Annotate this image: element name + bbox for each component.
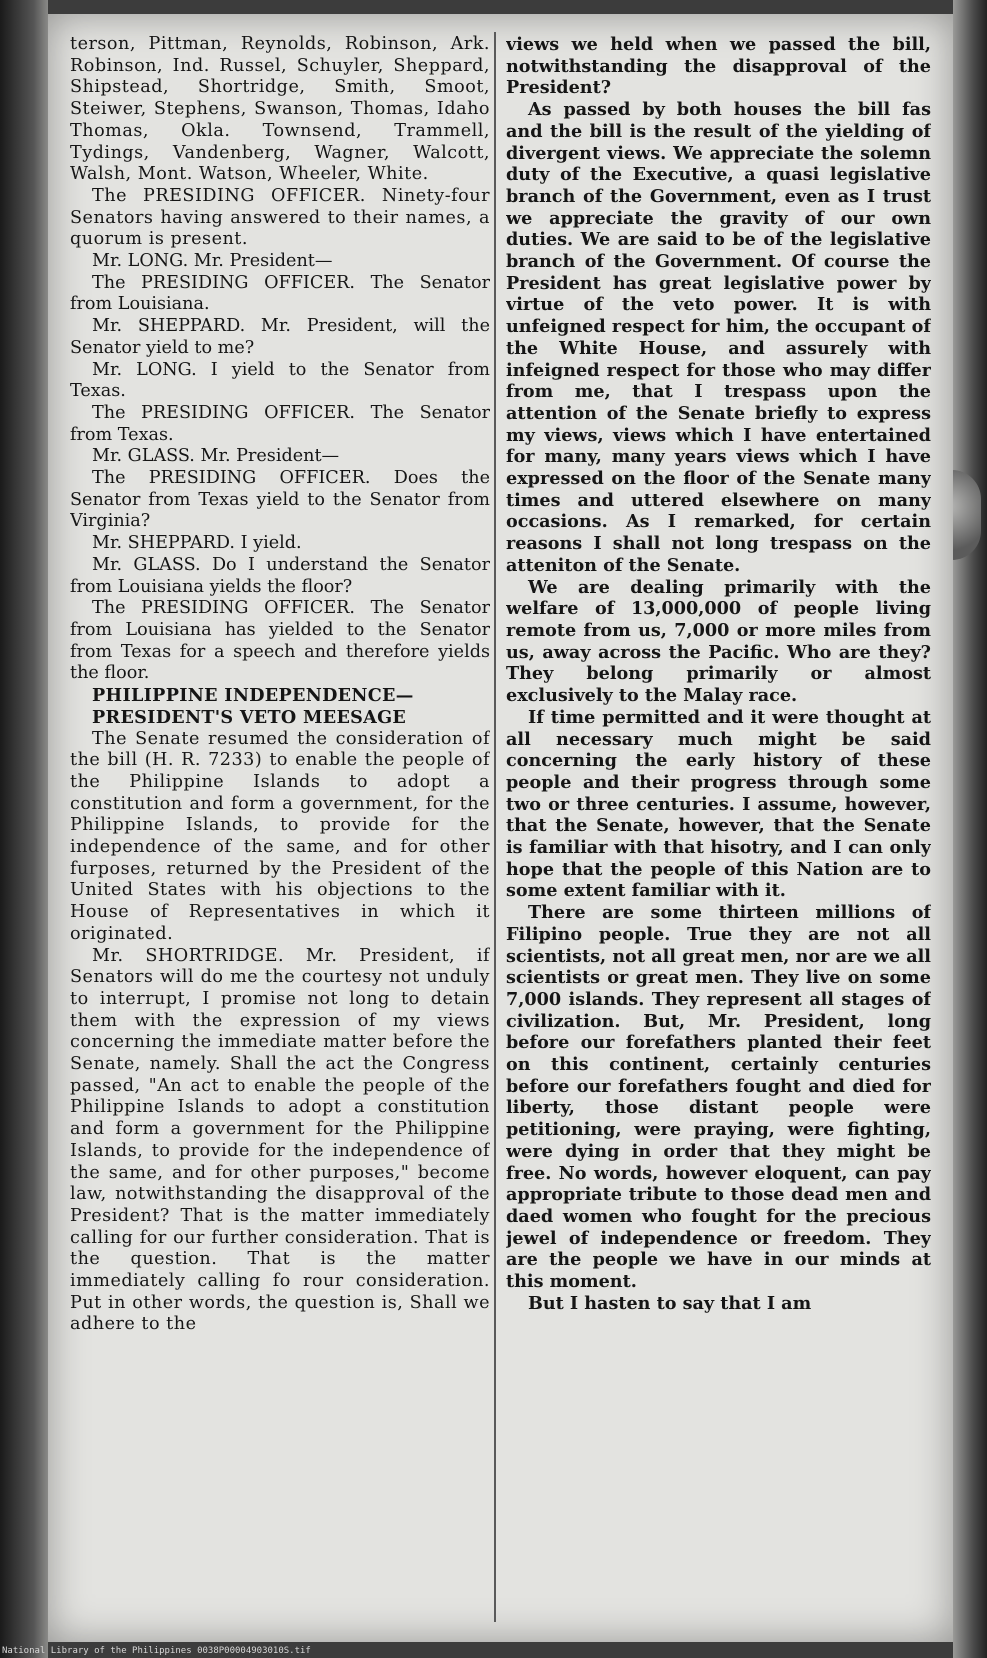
speech-paragraph: As passed by both houses the bill fas and the bill is the result of the yielding of divergent views. We appreciate the solemn duty of the Executive, a quasi legislative branch of the Government, even as I trust we appreciate the gravity of our own duties. We are said to be of the legislative branch of the Government. Of course the President has great legislative power by virtue of the veto power. It is with unfeigned respect for him, the occupant of the White House, and assurely with infeigned respect for those who may differ from me, that I trespass upon the attention of the Senate briefly to express my views, views which I have entertained for many, many years views which I have expressed on the floor of the Senate many times and uttered elsewhere on many occasions. As I remarked, for certain reasons I shall not long trespass on the atteniton of the Senate.: [506, 99, 931, 576]
dialogue-line: The PRESIDING OFFICER. The Senator from Texas.: [70, 402, 490, 445]
dialogue-line: The PRESIDING OFFICER. Does the Senator from Texas yield to the Senator from Virginia?: [70, 468, 490, 532]
speech-paragraph: If time permitted and it were thought at all necessary much might be said concerning the early history of these people and their progress through some two or three centuries. I assume, however, that the Senate, however, that the Senate is familiar with that hisotry, and I can only hope that the people of this Nation are to some extent familiar with it.: [506, 706, 931, 902]
archive-caption: National Library of the Philippines 0038P00004903010S.tif: [2, 1646, 311, 1656]
dialogue-line: Mr. GLASS. Mr. President—: [92, 446, 340, 467]
section-heading-line-2: PRESIDENT'S VETO MEESAGE: [92, 706, 407, 728]
speech-paragraph: We are dealing primarily with the welfare of 13,000,000 of people living remote from us, 7,000 or more miles from us, away across the Pacific. Who are they? They belong primarily or almost exclusively to the Malay race.: [506, 576, 931, 707]
quorum-statement: The PRESIDING OFFICER. Ninety-four Senators having answered to their names, a quorum is present.: [70, 185, 490, 250]
dialogue-line: Mr. SHEPPARD. I yield.: [92, 533, 302, 554]
dialogue-line: Mr. LONG. Mr. President—: [92, 251, 333, 272]
shortridge-speech-start: Mr. SHORTRIDGE. Mr. President, if Senators will do me the courtesy not unduly to interrupt, I promise not long to detain them with the expression of my views concerning the immediate matter before the Senate, namely. Shall the act the Congress passed, "An act to enable the people of the Philippine Islands to adopt a constitution and form a government for the Philippine Islands, to provide for the independence of the same, and for other purposes," become law, notwithstanding the disapproval of the President? That is the matter immediately calling for our further consideration. That is the question. That is the matter immediately calling fo rour consideration. Put in other words, the question is, Shall we adhere to the: [70, 945, 490, 1335]
dialogue-line: The PRESIDING OFFICER. The Senator from Louisiana.: [70, 272, 490, 315]
column-divider: [494, 32, 496, 1622]
left-column: [70, 34, 490, 1612]
scan-left-edge: [0, 0, 48, 1658]
speech-paragraph: There are some thirteen millions of Filipino people. True they are not all scientists, not all great men, nor are we all scientists or great men. They live on some 7,000 islands. They represent all stages of civilization. But, Mr. President, long before our forefathers planted their feet on this continent, certainly centuries before our forefathers fought and died for liberty, those distant people were petitioning, were praying, were fighting, were dying in order that they might be free. No words, however eloquent, can pay appropriate tribute to those dead men and daed women who fought for the precious jewel of independence or freedom. They are the people we have in our minds at this moment.: [506, 902, 931, 1293]
speech-paragraph: views we held when we passed the bill, notwithstanding the disapproval of the President?: [506, 34, 931, 99]
scan-right-edge: [953, 0, 987, 1658]
dialogue-line: Mr. LONG. I yield to the Senator from Texas.: [70, 359, 490, 402]
newspaper-page: [48, 14, 953, 1642]
section-heading-line-1: PHILIPPINE INDEPENDENCE—: [92, 685, 414, 707]
dialogue-line: Mr. SHEPPARD. Mr. President, will the Senator yield to me?: [70, 316, 490, 358]
dialogue-line: Mr. GLASS. Do I understand the Senator from Louisiana yields the floor?: [70, 554, 490, 597]
dialogue-line: The PRESIDING OFFICER. The Senator from Louisiana has yielded to the Senator from Texas for a speech and therefore yields the floor.: [70, 598, 490, 684]
bill-description: The Senate resumed the consideration of the bill (H. R. 7233) to enable the people of the Philippine Islands to adopt a constitution and form a government, for the Philippine Islands, to provide for the independence of the same, and for other furposes, returned by the President of the United States with his objections to the House of Representatives in which it originated.: [70, 728, 490, 944]
speech-paragraph: But I hasten to say that I am: [528, 1292, 812, 1314]
right-column: [506, 34, 931, 1612]
senator-roll-list: terson, Pittman, Reynolds, Robinson, Ark. Robinson, Ind. Russel, Schuyler, Sheppard, Shipstead, Shortridge, Smith, Smoot, Steiwer, Stephens, Swanson, Thomas, Idaho Thomas, Okla. Townsend, Trammell, Tydings, Vandenberg, Wagner, Walcott, Walsh, Mont. Watson, Wheeler, White.: [70, 34, 490, 185]
